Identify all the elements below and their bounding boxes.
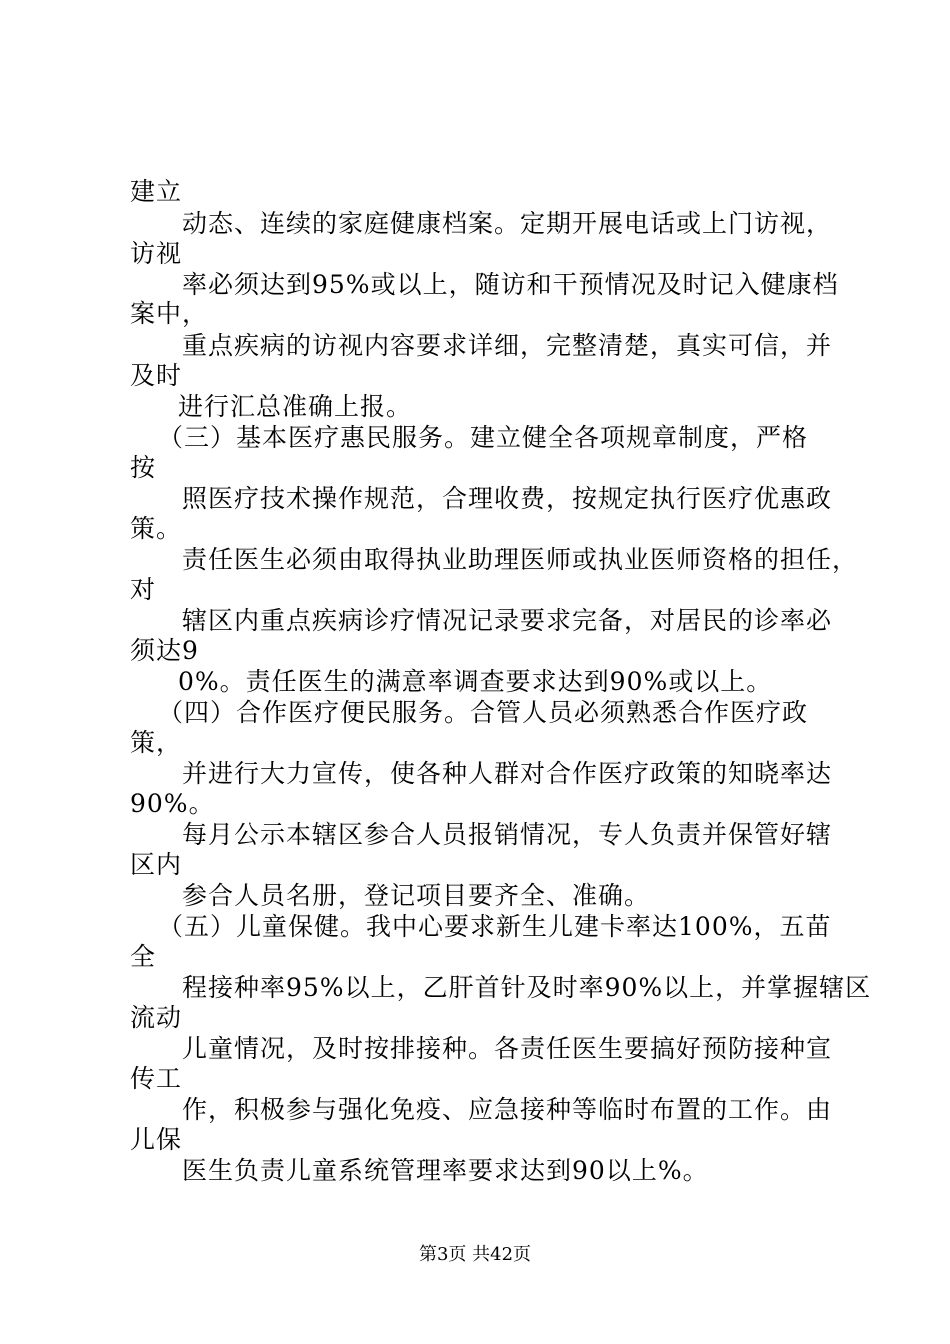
text-line: （三）基本医疗惠民服务。建立健全各项规章制度，严格: [158, 423, 809, 452]
text-line: 0%。责任医生的满意率调查要求达到90%或以上。: [178, 667, 773, 696]
text-line: 访视: [130, 239, 183, 268]
text-line: 策，: [130, 728, 183, 757]
page-number-footer: 第3页 共42页: [418, 1244, 532, 1265]
text-line: 每月公示本辖区参合人员报销情况，专人负责并保管好辖: [182, 820, 833, 849]
text-line: 区内: [130, 850, 183, 879]
text-line: 参合人员名册，登记项目要齐全、准确。: [182, 881, 651, 910]
text-line: 传工: [130, 1064, 183, 1093]
text-line: 照医疗技术操作规范，合理收费，按规定执行医疗优惠政: [182, 484, 833, 513]
text-line: （五）儿童保健。我中心要求新生儿建卡率达100%，五苗: [158, 912, 832, 941]
text-line: 辖区内重点疾病诊疗情况记录要求完备，对居民的诊率必: [182, 606, 833, 635]
text-line: 儿保: [130, 1125, 183, 1154]
text-line: 90%。: [130, 789, 215, 818]
text-line: 率必须达到95%或以上，随访和干预情况及时记入健康档: [182, 270, 839, 299]
text-line: （四）合作医疗便民服务。合管人员必须熟悉合作医疗政: [158, 698, 809, 727]
text-line: 医生负责儿童系统管理率要求达到90以上%。: [182, 1156, 709, 1185]
text-line: 重点疾病的访视内容要求详细，完整清楚，真实可信，并: [182, 331, 833, 360]
text-line: 建立: [130, 177, 183, 206]
text-line: 对: [130, 575, 157, 604]
text-line: 儿童情况，及时按排接种。各责任医生要搞好预防接种宣: [182, 1034, 833, 1063]
text-line: 须达9: [130, 636, 199, 665]
text-line: 进行汇总准确上报。: [178, 392, 413, 421]
text-line: 案中，: [130, 299, 209, 328]
text-line: 责任医生必须由取得执业助理医师或执业医师资格的担任，: [182, 545, 859, 574]
text-line: 程接种率95%以上，乙肝首针及时率90%以上，并掌握辖区: [182, 973, 872, 1002]
text-line: 动态、连续的家庭健康档案。定期开展电话或上门访视，: [182, 209, 833, 238]
text-line: 按: [130, 453, 157, 482]
text-line: 作，积极参与强化免疫、应急接种等临时布置的工作。由: [182, 1095, 833, 1124]
text-line: 及时: [130, 361, 183, 390]
text-line: 全: [130, 942, 157, 971]
text-line: 流动: [130, 1003, 183, 1032]
text-line: 并进行大力宣传，使各种人群对合作医疗政策的知晓率达: [182, 759, 833, 788]
text-line: 策。: [130, 514, 183, 543]
